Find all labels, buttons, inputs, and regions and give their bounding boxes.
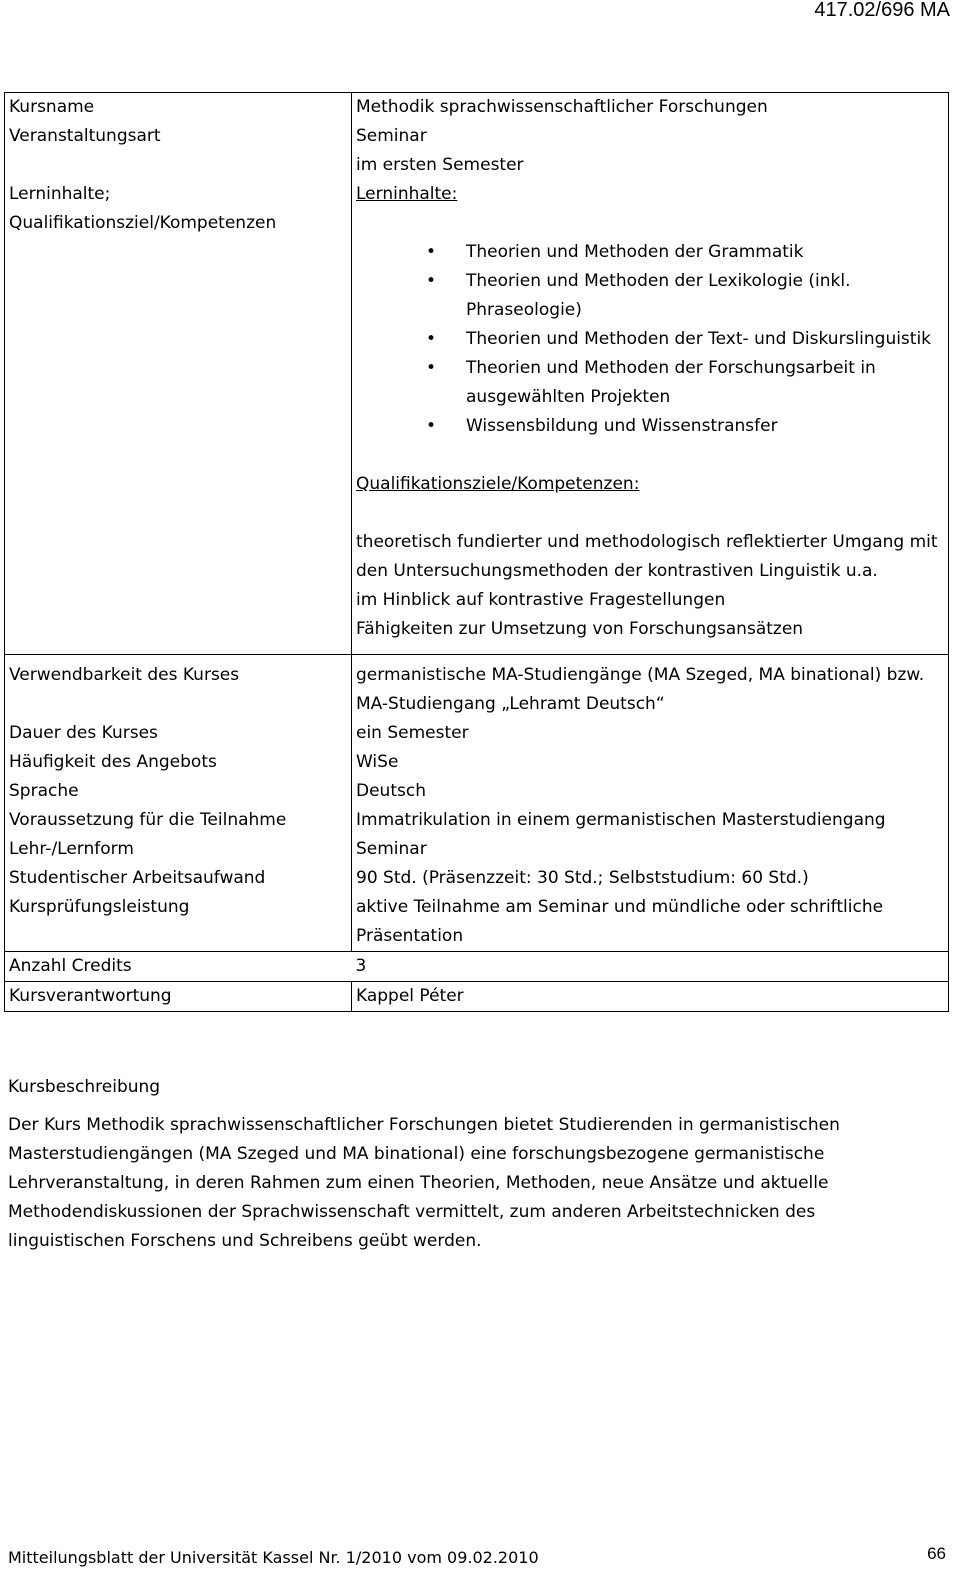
value-kursname: Methodik sprachwissenschaftlicher Forschungen bbox=[352, 93, 949, 123]
row-kursname bbox=[5, 93, 949, 123]
value-lerninhalte bbox=[352, 180, 949, 655]
label-verantwortung: Kursverantwortung bbox=[9, 986, 172, 1006]
label-lerninhalte bbox=[5, 180, 352, 655]
label-lehrform: Lehr-/Lernform bbox=[9, 839, 134, 859]
row-pruefung bbox=[5, 893, 949, 952]
value-veranstaltungsart bbox=[352, 122, 949, 180]
veranstaltungsart-line-2: im ersten Semester bbox=[356, 155, 524, 175]
qualifikationsziele-line-2: im Hinblick auf kontrastive Fragestellungen bbox=[356, 590, 726, 610]
row-credits bbox=[5, 952, 949, 982]
row-veranstaltungsart bbox=[5, 122, 949, 180]
kursbeschreibung-text bbox=[8, 1111, 908, 1256]
value-verwendbarkeit: germanistische MA-Studiengänge (MA Szeged, MA binational) bzw. MA-Studiengang „Lehramt Deutsch“ bbox=[352, 655, 949, 720]
row-lerninhalte bbox=[5, 180, 949, 655]
lerninhalte-label-line-1: Lerninhalte; bbox=[9, 184, 111, 204]
row-arbeitsaufwand bbox=[5, 864, 949, 893]
label-kursname: Kursname bbox=[5, 93, 352, 123]
value-credits: 3 bbox=[352, 952, 949, 982]
list-item: • Theorien und Methoden der Grammatik bbox=[356, 238, 944, 267]
label-haeufigkeit: Häufigkeit des Angebots bbox=[9, 752, 217, 772]
document-reference: 417.02/696 MA bbox=[814, 0, 950, 21]
qualifikationsziele-heading: Qualifikationsziele/Kompetenzen: bbox=[356, 474, 640, 494]
value-dauer: ein Semester bbox=[352, 719, 949, 748]
desc-text-after: bietet Studierenden in germanistischen Masterstudiengängen (MA Szeged und MA binational) eine forschungsbezogene germanistische Lehrveranstaltung, in deren Rahmen zum einen Theorien, Methoden, neue Ansätze und aktuelle Methodendiskussionen der Sprachwissenschaft vermittelt, zum anderen Arbeitstechnicken des linguistischen Forschens und Schreibens geübt werden. bbox=[8, 1115, 840, 1251]
row-voraussetzung bbox=[5, 806, 949, 835]
label-credits: Anzahl Credits bbox=[5, 952, 352, 982]
desc-text-before: Der Kurs bbox=[8, 1115, 87, 1135]
value-pruefung: aktive Teilnahme am Seminar und mündliche oder schriftliche Präsentation bbox=[352, 893, 949, 952]
value-verantwortung: Kappel Péter bbox=[352, 982, 949, 1012]
footer-publication: Mitteilungsblatt der Universität Kassel Nr. 1/2010 vom 09.02.2010 bbox=[8, 1548, 539, 1567]
page-number: 66 bbox=[927, 1544, 946, 1563]
value-voraussetzung: Immatrikulation in einem germanistischen Masterstudiengang bbox=[352, 806, 949, 835]
course-table bbox=[4, 92, 949, 1012]
lerninhalte-heading: Lerninhalte: bbox=[356, 184, 458, 204]
list-item: • Wissensbildung und Wissenstransfer bbox=[356, 412, 944, 441]
qualifikationsziele-line-3: Fähigkeiten zur Umsetzung von Forschungsansätzen bbox=[356, 619, 804, 639]
label-pruefung: Kursprüfungsleistung bbox=[5, 893, 352, 952]
list-item: • Theorien und Methoden der Forschungsarbeit in ausgewählten Projekten bbox=[356, 354, 944, 412]
value-arbeitsaufwand: 90 Std. (Präsenzzeit: 30 Std.; Selbststudium: 60 Std.) bbox=[352, 864, 949, 893]
lerninhalte-list bbox=[356, 238, 944, 441]
veranstaltungsart-line-1: Seminar bbox=[356, 126, 427, 146]
label-verwendbarkeit: Verwendbarkeit des Kurses bbox=[9, 665, 240, 685]
value-haeufigkeit: WiSe bbox=[352, 748, 949, 777]
desc-course-name: Methodik sprachwissenschaftlicher Forschungen bbox=[86, 1115, 499, 1135]
row-dauer bbox=[5, 719, 949, 748]
row-verwendbarkeit bbox=[5, 655, 949, 720]
label-sprache: Sprache bbox=[9, 781, 79, 801]
value-sprache: Deutsch bbox=[352, 777, 949, 806]
list-item: • Theorien und Methoden der Text- und Diskurslinguistik bbox=[356, 325, 944, 354]
label-dauer: Dauer des Kurses bbox=[9, 723, 158, 743]
label-voraussetzung: Voraussetzung für die Teilnahme bbox=[9, 810, 287, 830]
label-veranstaltungsart: Veranstaltungsart bbox=[9, 126, 161, 146]
row-haeufigkeit bbox=[5, 748, 949, 777]
label-arbeitsaufwand: Studentischer Arbeitsaufwand bbox=[9, 868, 266, 888]
qualifikationsziele-line-1: theoretisch fundierter und methodologisch reflektierter Umgang mit den Untersuchungsmethoden der kontrastiven Linguistik u.a. bbox=[356, 532, 938, 581]
lerninhalte-label-line-2: Qualifikationsziel/Kompetenzen bbox=[9, 213, 277, 233]
row-lehrform bbox=[5, 835, 949, 864]
row-verantwortung bbox=[5, 982, 949, 1012]
row-sprache bbox=[5, 777, 949, 806]
kursbeschreibung-title: Kursbeschreibung bbox=[8, 1077, 161, 1097]
list-item: • Theorien und Methoden der Lexikologie (inkl. Phraseologie) bbox=[356, 267, 944, 325]
value-lehrform: Seminar bbox=[352, 835, 949, 864]
